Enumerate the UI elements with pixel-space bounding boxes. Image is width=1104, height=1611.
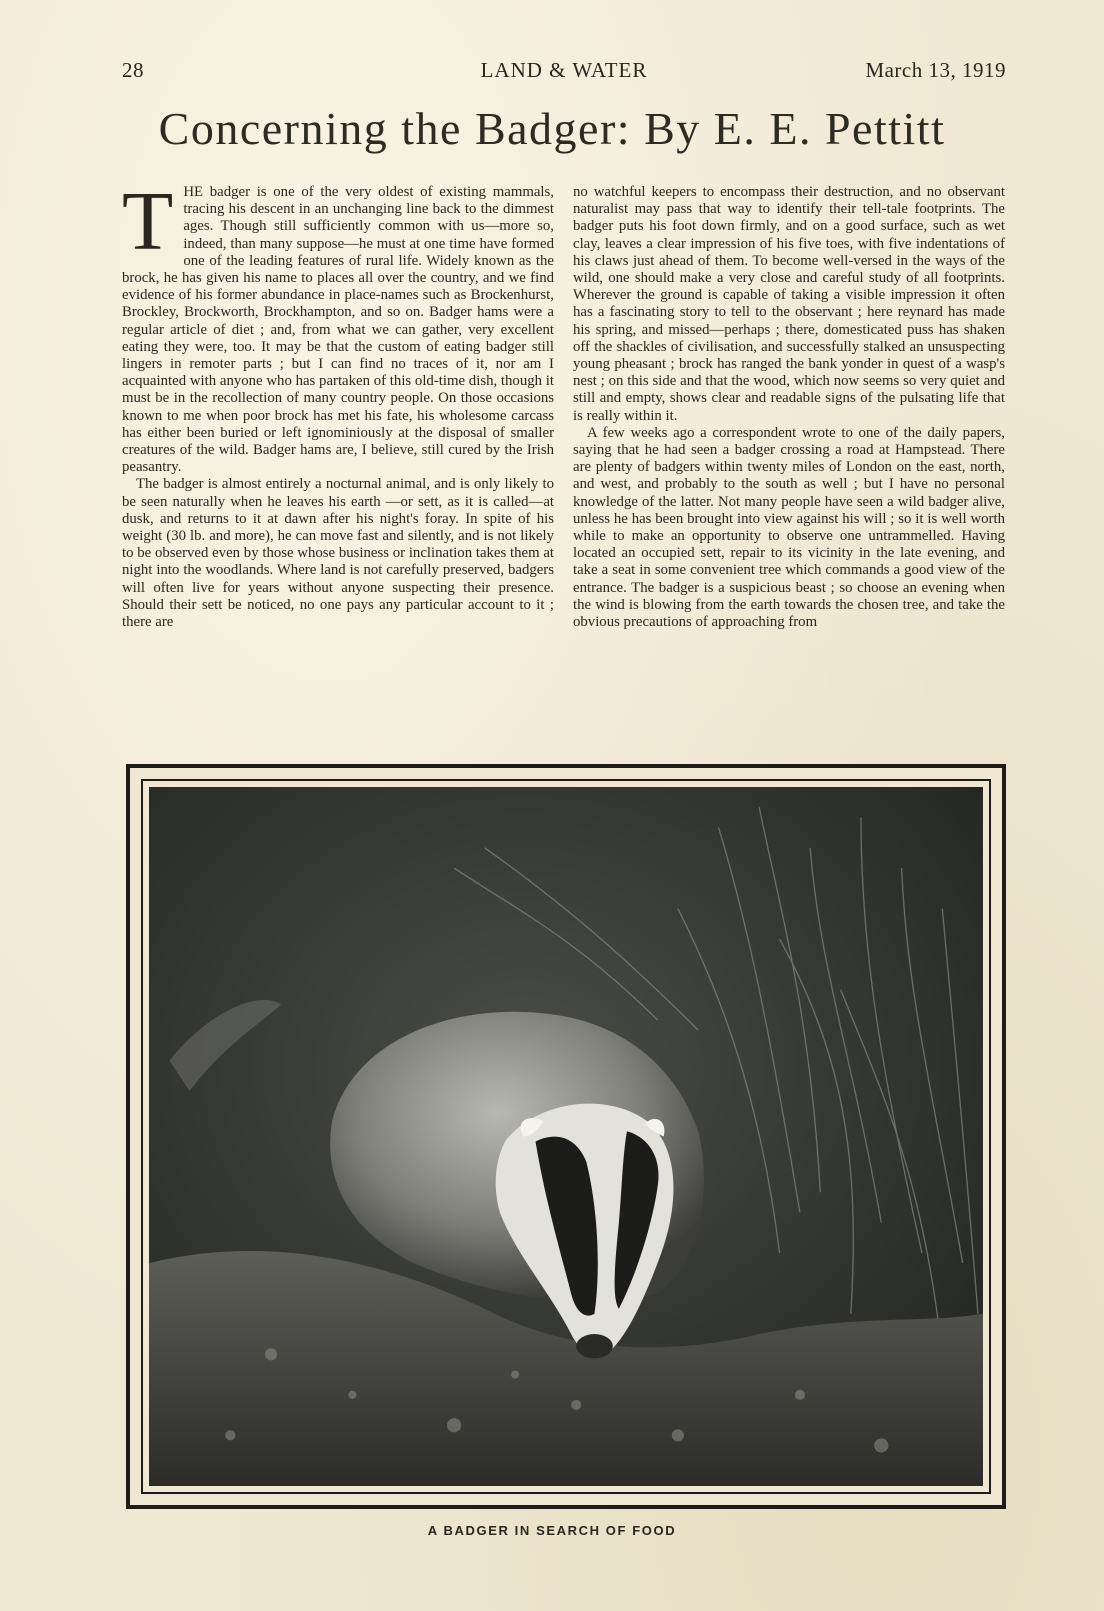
article-title: Concerning the Badger: By E. E. Pettitt [158, 103, 946, 154]
issue-date: March 13, 1919 [865, 58, 1006, 82]
paragraph-text: HE badger is one of the very oldest of existing mammals, tracing his descent in an unchanging line back to the dimmest ages. Though still sufficiently common with us—more so, indeed, than many suppose—he must at one time have formed one of the leading features of rural life. Widely known as the brock, he has given his name to places all over the country, and we find evidence of his former abundance in place-names such as Brockenhurst, Brockley, Brockworth, Brockhampton, and so on. Badger hams were a regular article of diet ; and, from what we can gather, very excellent eating they were, too. It may be that the custom of eating badger still lingers in remoter parts ; but I can find no traces of it, nor am I acquainted with anyone who has partaken of this old-time dish, though it must be in the recollection of many country people. On those occasions known to me when poor brock has met his fate, his wholesome carcass has either been buried or left ignominiously at the disposal of smaller creatures of the wild. Badger hams are, I believe, still cured by the Irish peasantry. [122, 184, 554, 476]
page-number: 28 [122, 58, 144, 82]
publication-name: LAND & WATER [480, 58, 648, 82]
text-column-left [122, 184, 554, 744]
running-head [122, 58, 1006, 86]
badger-photo-illustration [149, 787, 983, 1486]
text-column-right [573, 184, 1005, 744]
paragraph: The badger is almost entirely a nocturnal animal, and is only likely to be seen naturally when he leaves his earth —or sett, as it is called—at dusk, and returns to it at dawn after his night's foray. In spite of his weight (30 lb. and more), he can move fast and silently, and is not likely to be observed even by those whose business or inclination takes them at night into the woodlands. Where land is not carefully preserved, badgers will often live for years without anyone suspecting their presence. Should their sett be noticed, no one pays any particular account to it ; there are [122, 476, 554, 631]
paragraph: no watchful keepers to encompass their destruction, and no observant naturalist may pass that way to identify their tell-tale footprints. The badger puts his foot down firmly, and on a good surface, such as wet clay, leaves a clear impression of his five toes, with five indentations of his claws just ahead of them. To become well-versed in the ways of the wild, one should make a very close and careful study of all footprints. Wherever the ground is capable of taking a visible impression it often has a fascinating story to tell to the observant ; here reynard has made his spring, and missed—perhaps ; there, domesticated puss has shaken off the shackles of civilisation, and successfully stalked an unsuspecting young pheasant ; brock has ranged the bank yonder in quest of a wasp's nest ; on this side and that the wood, which now seems so very quiet and still and empty, shows clear and readable signs of the pulsating life that is really within it. [573, 184, 1005, 424]
drop-cap: T [122, 184, 174, 268]
figure-caption: A BADGER IN SEARCH OF FOOD [427, 1523, 677, 1538]
photo-frame [126, 764, 1006, 1509]
paragraph [122, 184, 554, 476]
photo-border [141, 779, 991, 1494]
badger-photograph [149, 787, 983, 1486]
paragraph: A few weeks ago a correspondent wrote to one of the daily papers, saying that he had seen a badger crossing a road at Hampstead. There are plenty of badgers within twenty miles of London on the east, north, and west, and probably to the south as well ; but I have no personal knowledge of the latter. Not many people have seen a wild badger alive, unless he has been brought into view against his will ; so it is well worth while to make an opportunity to observe one untrammelled. Having located an occupied sett, repair to its vicinity in the late evening, and take a seat in some convenient tree which commands a good view of the entrance. The badger is a suspicious beast ; so choose an evening when the wind is blowing from the earth towards the chosen tree, and take the obvious precautions of approaching from [573, 424, 1005, 631]
